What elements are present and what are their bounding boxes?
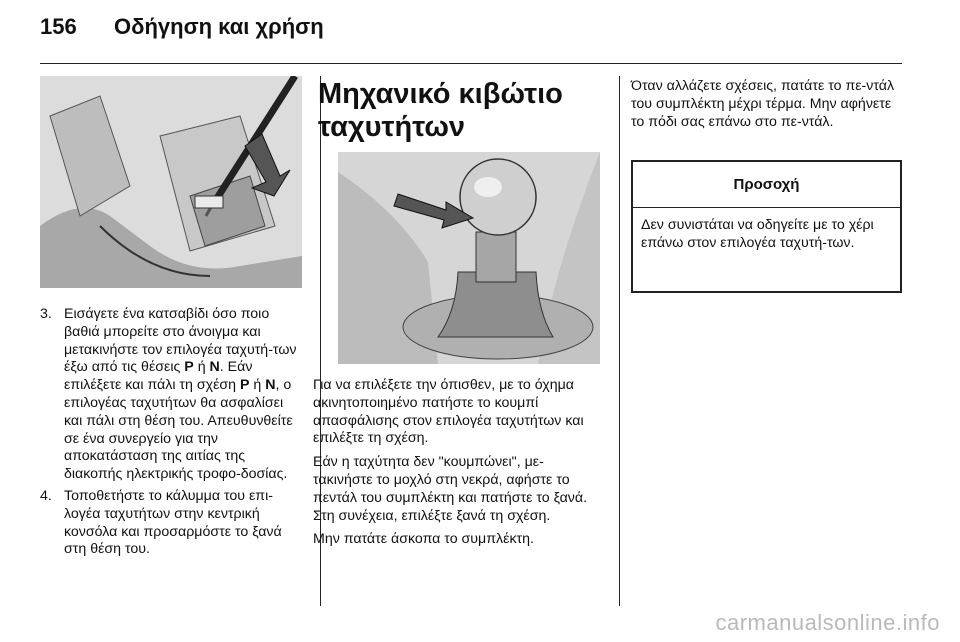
- manual-gearbox-heading: Μηχανικό κιβώτιο ταχυτήτων: [318, 78, 563, 143]
- step-text-part: Εισάγετε ένα κατσαβίδι όσο ποιο βαθιά μπορείτε στο άνοιγμα και μετακινήστε τον επιλογέα ταχυτή-των έξω από τις θέσεις: [64, 306, 297, 376]
- reverse-gear-paragraph: Για να επιλέξετε την όπισθεν, με το όχημα ακινητοποιημένο πατήστε το κουμπί απασφάλισης στον επιλογέα ταχυτήτων και επιλέξτε τη σχέση.: [313, 377, 584, 447]
- list-item: [40, 488, 305, 559]
- caution-box: [631, 160, 902, 293]
- page-number: 156: [40, 14, 77, 39]
- clutch-pedal-paragraph: Όταν αλλάζετε σχέσεις, πατάτε το πε-ντάλ του συμπλέκτη μέχρι τέρμα. Μην αφήνετε το πόδι σας επάνω στο πε-ντάλ.: [631, 78, 895, 130]
- gear-not-engaging-paragraph: Εάν η ταχύτητα δεν "κουμπώνει", με-τακινήστε το μοχλό στη νεκρά, αφήστε το πεντάλ του συμπλέκτη και πατήστε το ξανά. Στη συνέχεια, επιλέξτε ξανά τη σχέση.: [313, 454, 588, 524]
- gear-position-n: N: [209, 359, 220, 376]
- step-number: 3.: [40, 306, 52, 322]
- gear-knob-illustration: [338, 152, 600, 364]
- step-text-part: ή: [249, 377, 266, 394]
- header-divider: [40, 63, 902, 64]
- steps-list: [40, 306, 305, 563]
- screwdriver-illustration: [40, 76, 302, 288]
- gear-position-p: P: [184, 359, 194, 376]
- list-item: [40, 306, 305, 484]
- step-text: [64, 306, 305, 484]
- clutch-advice-paragraph: Μην πατάτε άσκοπα το συμπλέκτη.: [313, 531, 534, 548]
- middle-paragraphs: [313, 377, 603, 555]
- caution-title: Προσοχή: [633, 162, 900, 208]
- page-header: [40, 14, 324, 48]
- step-text: Τοποθετήστε το κάλυμμα του επι-λογέα ταχυτήτων στην κεντρική κονσόλα και προσαρμόστε το ξανά στη θέση του.: [64, 487, 282, 558]
- watermark: carmanualsonline.info: [715, 610, 940, 635]
- step-text-part: ή: [193, 359, 210, 376]
- column-divider-right: [619, 76, 620, 606]
- section-title: Οδήγηση και χρήση: [114, 14, 324, 39]
- step-text-part: . Εάν επιλέξετε και πάλι τη σχέση: [64, 359, 253, 394]
- step-number: 4.: [40, 487, 52, 504]
- gear-position-p: P: [239, 377, 250, 394]
- step-text-part: , ο επιλογέας ταχυτήτων θα ασφαλίσει και πάλι στη θέση του. Απευθυνθείτε σε ένα συνεργείο για την αποκατάσταση της αιτίας της διακοπής ηλεκτρικής τροφο-δοσίας.: [64, 377, 293, 483]
- gear-position-n: N: [265, 377, 276, 394]
- caution-text: Δεν συνιστάται να οδηγείτε με το χέρι επάνω στον επιλογέα ταχυτή-των.: [641, 217, 874, 251]
